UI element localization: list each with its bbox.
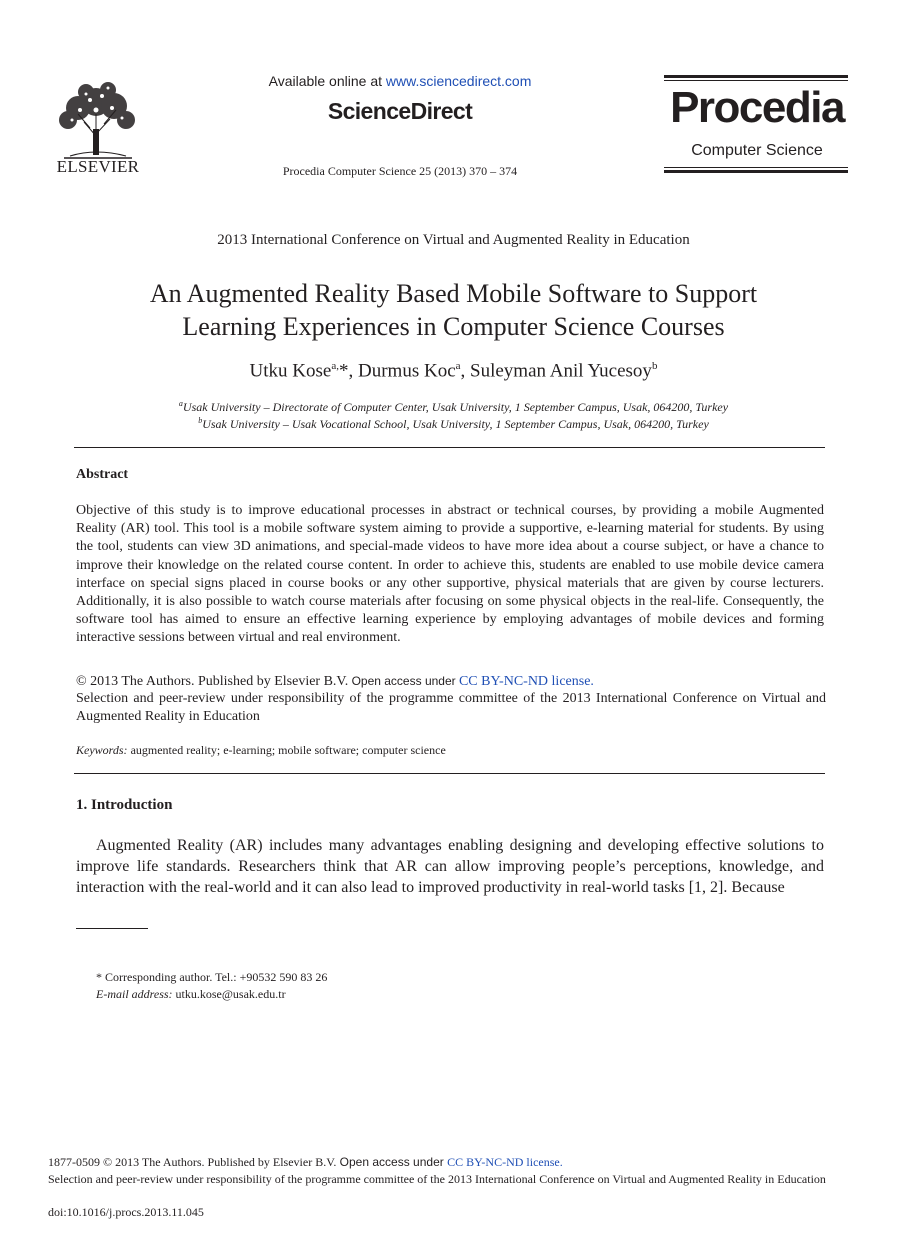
email-label: E-mail address: <box>96 987 173 1001</box>
author-suffix: *, <box>339 360 354 382</box>
journal-reference: Procedia Computer Science 25 (2013) 370 – 374 <box>282 164 518 178</box>
abstract-text: Objective of this study is to improve educational processes in abstract or technical courses, by providing a mobile Augmented Reality (AR) tool. This tool is a mobile software system aiming to provide a supportive, e-learning material for students. By using the tool, students can view 3D animations, and special-made videos to have more idea about a course subject, or have a chance to improve their knowledge on the related course content. In order to achieve this, students are enabled to use mobile device camera interface on special signs placed in course books or any other supportive, physical materials that are given by course lecturers. Additionally, it is also possible to watch course materials after focusing on some physical objects in the real-life. Consequently, the software tool has aimed to ensure an effective learning experience by employing advantages of mobile devices and forming interactive sessions between virtual and real environment. <box>76 503 824 646</box>
author-list <box>0 360 907 382</box>
author-suffix: , <box>460 360 466 382</box>
title-line-1: An Augmented Reality Based Mobile Software to Support <box>149 279 758 308</box>
email-address: utku.kose@usak.edu.tr <box>172 987 286 1001</box>
section-heading: 1. Introduction <box>76 797 173 813</box>
procedia-rule-bottom <box>664 170 848 173</box>
divider <box>74 773 825 774</box>
affiliation-mark: a <box>178 399 183 408</box>
procedia-rule-top-thin <box>664 80 848 81</box>
footer-peer-review: Selection and peer-review under responsibility of the programme committee of the 2013 International Conference on Virtual and Augmented Reality in Education <box>48 1172 826 1186</box>
keywords <box>76 743 826 758</box>
affiliation-text: Usak University – Usak Vocational School, Usak University, 1 September Campus, Usak, 064200, Turkey <box>202 417 709 431</box>
conference-name: 2013 International Conference on Virtual and Augmented Reality in Education <box>217 232 690 248</box>
author-affil-mark: a, <box>331 360 339 372</box>
author-name: Durmus Koc <box>358 360 456 382</box>
procedia-rule-top <box>664 75 848 78</box>
title-line-2: Learning Experiences in Computer Science Courses <box>182 312 725 341</box>
footer-doi[interactable]: doi:10.1016/j.procs.2013.11.045 <box>48 1205 204 1219</box>
copyright-text: © 2013 The Authors. Published by Elsevier B.V. <box>76 674 349 689</box>
footer-license-link[interactable]: CC BY-NC-ND license. <box>447 1155 563 1169</box>
sciencedirect-logo: ScienceDirect <box>327 98 473 124</box>
keywords-text: augmented reality; e-learning; mobile software; computer science <box>127 743 446 757</box>
author-name: Suleyman Anil Yucesoy <box>470 360 652 382</box>
procedia-subtitle: Computer Science <box>691 142 823 159</box>
affiliation <box>0 399 907 415</box>
procedia-rule-bottom-thin <box>664 167 848 168</box>
peer-review-statement: Selection and peer-review under responsibility of the programme committee of the 2013 International Conference on Virtual and Augmented Reality in Education <box>76 691 826 724</box>
footer-issn <box>48 1155 858 1170</box>
affiliation-mark: b <box>198 416 203 425</box>
sciencedirect-link[interactable]: www.sciencedirect.com <box>385 73 532 89</box>
keywords-label: Keywords: <box>76 743 128 757</box>
copyright-line <box>76 673 826 690</box>
available-online <box>200 73 600 89</box>
license-link[interactable]: CC BY-NC-ND license. <box>458 674 594 689</box>
author-affil-mark: b <box>651 360 658 372</box>
author-name: Utku Kose <box>249 360 332 382</box>
article-title <box>60 277 847 343</box>
footnote-rule <box>76 928 148 929</box>
footer-issn-text: 1877-0509 © 2013 The Authors. Published by Elsevier B.V. <box>48 1155 337 1169</box>
divider <box>74 447 825 448</box>
open-access-text: Open access under <box>348 674 459 688</box>
affiliation <box>0 416 907 432</box>
footer-open-access: Open access under <box>336 1155 448 1169</box>
corresponding-author-note: * Corresponding author. Tel.: +90532 590 83 26 <box>96 970 328 984</box>
email-note <box>96 987 286 1002</box>
author-affil-mark: a <box>455 360 461 372</box>
procedia-logo-text: Procedia <box>670 83 844 132</box>
abstract-heading: Abstract <box>76 467 129 482</box>
affiliation-text: Usak University – Directorate of Computer Center, Usak University, 1 September Campus, Usak, 064200, Turkey <box>182 400 729 414</box>
publisher-name: ELSEVIER <box>56 157 140 176</box>
section-text: Augmented Reality (AR) includes many advantages enabling designing and developing effective solutions to improve life standards. Researchers think that AR can allow improving people’s perceptions, knowledge, and interaction with the real-world and it can also lead to improved productivity in real-world tasks [1, 2]. Because <box>76 837 824 896</box>
available-prefix: Available online at <box>268 73 386 89</box>
